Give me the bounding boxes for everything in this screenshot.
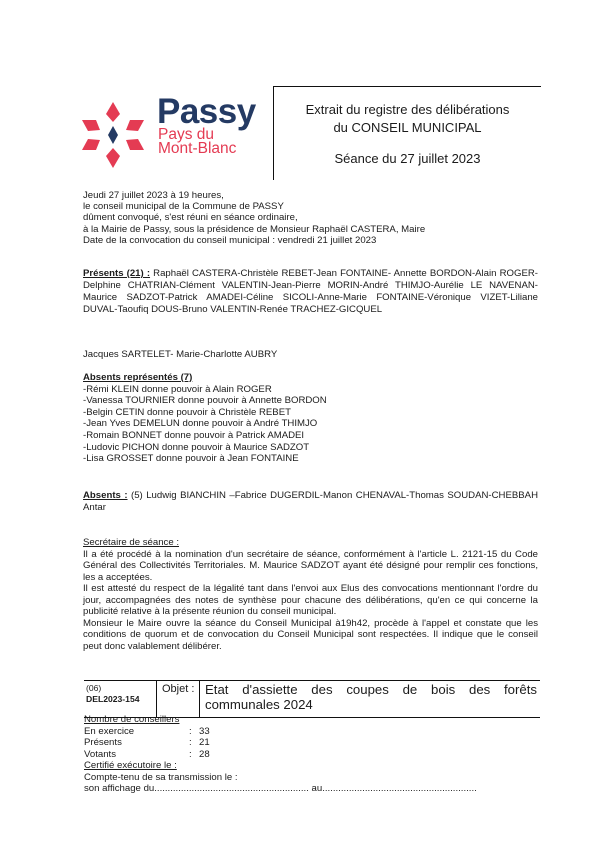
present-label: Présents (21) : bbox=[83, 268, 151, 279]
represented-item: -Belgin CETIN donne pouvoir à Christèle REBET bbox=[83, 406, 291, 418]
secretary-paragraph-1: Il a été procédé à la nomination d'un secrétaire de séance, conformément à l'article L. 2121-15 du Code Général des Collectivités Territoriales. M. Maurice SADZOT ayant été désigné pour remplir ces fonctions, les a acceptées. bbox=[83, 548, 538, 583]
secretary-label: Secrétaire de séance : bbox=[83, 537, 179, 548]
intro-line: Date de la convocation du conseil municipal : vendredi 21 juillet 2023 bbox=[83, 234, 377, 246]
count-label: Votants bbox=[84, 748, 117, 760]
register-title-line1: Extrait du registre des délibérations bbox=[305, 102, 510, 117]
display-mid: au bbox=[311, 783, 323, 794]
secretary-paragraph-2: Il est attesté du respect de la légalité tant dans l'envoi aux Elus des convocations mentionnant l'ordre du jour, accompagnées des notes de synthèse pour chacune des délibérations, qu'en ce qui concerne la publicité relative à la présente réunion du conseil municipal. bbox=[83, 583, 538, 617]
intro-line: dûment convoqué, s'est réuni en séance ordinaire, bbox=[83, 212, 298, 224]
passy-logo bbox=[80, 94, 270, 174]
represented-item: -Lisa GROSSET donne pouvoir à Jean FONTAINE bbox=[83, 453, 299, 465]
deliberation-number bbox=[84, 681, 157, 717]
display-prefix: son affichage du bbox=[84, 783, 155, 794]
intro-block bbox=[83, 190, 538, 246]
count-label: En exercice bbox=[84, 725, 135, 737]
object-label: Objet : bbox=[158, 681, 200, 717]
transmission-label: Compte-tenu de sa transmission le : bbox=[84, 771, 238, 783]
intro-line: le conseil municipal de la Commune de PASSY bbox=[83, 201, 284, 213]
represented-item: -Ludovic PICHON donne pouvoir à Maurice SADZOT bbox=[83, 441, 310, 453]
count-label: Présents bbox=[84, 737, 122, 748]
represented-block bbox=[83, 372, 538, 465]
counts-heading: Nombre de conseillers bbox=[84, 714, 180, 725]
represented-item: -Jean Yves DEMELUN donne pouvoir à André THIMJO bbox=[83, 418, 318, 430]
secretary-paragraph-3: Monsieur le Maire ouvre la séance du Conseil Municipal à19h42, procède à l'appel et constate que les conditions de quorum et de convocation du Conseil Municipal sont respectées. Il indique que le conseil peut donc valablement délibérer. bbox=[83, 617, 538, 652]
represented-item: -Vanessa TOURNIER donne pouvoir à Annette BORDON bbox=[83, 395, 327, 407]
absent-block bbox=[83, 490, 538, 514]
absent-list: (5) Ludwig BIANCHIN –Fabrice DUGERDIL-Manon CHENAVAL-Thomas SOUDAN-CHEBBAH Antar bbox=[83, 490, 538, 513]
represented-item: -Romain BONNET donne pouvoir à Patrick AMADEI bbox=[83, 429, 305, 441]
secretary-block bbox=[83, 537, 538, 652]
absent-label: Absents : bbox=[83, 490, 128, 501]
certified-label: Certifié exécutoire le : bbox=[84, 760, 177, 771]
deliberation-order: (06) bbox=[86, 683, 102, 693]
present-list: Raphaël CASTERA-Christèle REBET-Jean FONTAINE- Annette BORDON-Alain ROGER-Delphine CHATRIAN-Clément VALENTIN-Jean-Pierre MORIN-André THIMJO-Aurélie LE NAVENAN-Maurice SADZOT-Patrick AMADEI-Céline SICOLI-Anne-Marie FONTAINE-Véronique VIZET-Liliane DUVAL-Taoufiq DOUS-Bruno VALENTIN-Renée TRACHEZ-GICQUEL bbox=[83, 268, 538, 315]
count-value: 33 bbox=[199, 725, 210, 737]
session-date: Séance du 27 juillet 2023 bbox=[334, 151, 481, 166]
register-title bbox=[274, 101, 541, 137]
count-value: 21 bbox=[199, 737, 210, 748]
count-row: En exercice : 33 bbox=[84, 726, 477, 738]
logo-name: Passy bbox=[157, 92, 256, 131]
present-extra: Jacques SARTELET- Marie-Charlotte AUBRY bbox=[83, 349, 278, 360]
deliberation-ref: DEL2023-154 bbox=[86, 694, 140, 704]
count-value: 28 bbox=[199, 748, 210, 760]
deliberation-subject: Etat d'assiette des coupes de bois des forêts communales 2024 bbox=[205, 682, 537, 712]
logo-subtitle-1: Pays du bbox=[158, 126, 215, 143]
intro-line: Jeudi 27 juillet 2023 à 19 heures, bbox=[83, 190, 224, 201]
represented-label: Absents représentés (7) bbox=[83, 372, 193, 383]
register-title-line2: du CONSEIL MUNICIPAL bbox=[333, 120, 482, 135]
present-block bbox=[83, 268, 538, 316]
intro-line: à la Mairie de Passy, sous la présidence de Monsieur Raphaël CASTERA, Maire bbox=[83, 223, 426, 235]
logo-subtitle-2: Mont-Blanc bbox=[158, 140, 237, 157]
deliberation-box bbox=[84, 680, 540, 718]
header-box bbox=[273, 86, 541, 180]
passy-star-icon bbox=[80, 100, 146, 170]
represented-item: -Rémi KLEIN donne pouvoir à Alain ROGER bbox=[83, 383, 272, 395]
count-row: Présents : 21 bbox=[84, 737, 477, 749]
council-counts bbox=[84, 714, 477, 795]
count-row: Votants : 28 bbox=[84, 749, 477, 761]
display-line: son affichage du.......................................................... au.......................................................... bbox=[84, 783, 477, 794]
